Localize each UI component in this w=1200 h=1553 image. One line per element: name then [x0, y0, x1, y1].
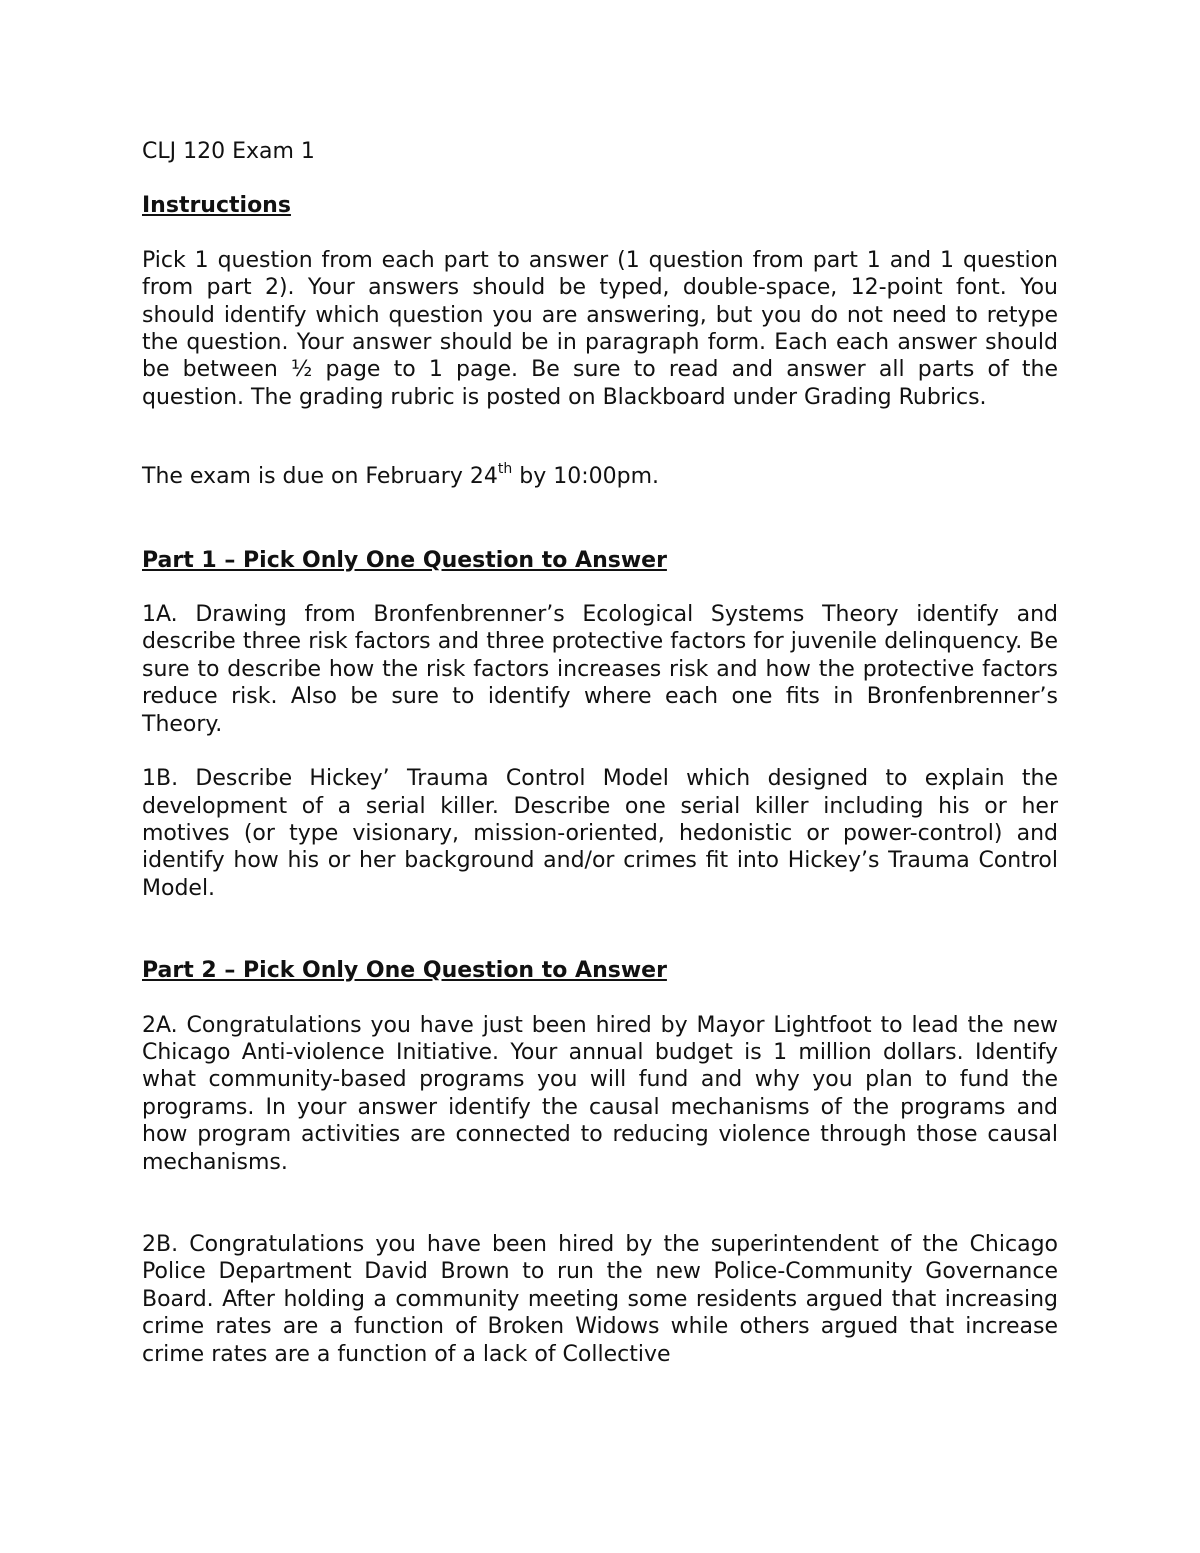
due-date-prefix: The exam is due on February 24 — [142, 464, 498, 490]
part2-heading: Part 2 – Pick Only One Question to Answer — [142, 958, 667, 984]
question-1a: 1A. Drawing from Bronfenbrenner’s Ecological Systems Theory identify and describe three risk factors and three protective factors for juvenile delinquency. Be sure to describe how the risk factors increases risk and how the protective factors reduce risk. Also be sure to identify where each one fits in Bronfenbrenner’s Theory. — [142, 602, 1058, 737]
due-date-superscript: th — [497, 460, 513, 477]
question-1b: 1B. Describe Hickey’ Trauma Control Model which designed to explain the development of a serial killer. Describe one serial killer including his or her motives (or type visionary, mission-oriented, hedonistic or power-control) and identify how his or her background and/or crimes fit into Hickey’s Trauma Control Model. — [142, 766, 1058, 901]
part1-heading: Part 1 – Pick Only One Question to Answer — [142, 547, 667, 573]
due-date-line — [142, 460, 1058, 490]
instructions-paragraph: Pick 1 question from each part to answer (1 question from part 1 and 1 question from part 2). Your answers should be typed, double-space, 12-point font. You should identify which question you are answering, but you do not need to retype the question. Your answer should be in paragraph form. Each each answer should be between ½ page to 1 page. Be sure to read and answer all parts of the question. The grading rubric is posted on Blackboard under Grading Rubrics. — [142, 247, 1058, 410]
due-date-suffix: by 10:00pm. — [512, 464, 659, 490]
question-2a: 2A. Congratulations you have just been hired by Mayor Lightfoot to lead the new Chicago Anti-violence Initiative. Your annual budget is 1 million dollars. Identify what community-based programs you will fund and why you plan to fund the programs. In your answer identify the causal mechanisms of the programs and how program activities are connected to reducing violence through those causal mechanisms. — [142, 1012, 1058, 1175]
instructions-heading: Instructions — [142, 193, 291, 219]
question-2b: 2B. Congratulations you have been hired by the superintendent of the Chicago Police Department David Brown to run the new Police-Community Governance Board. After holding a community meeting some residents argued that increasing crime rates are a function of Broken Widows while others argued that increase crime rates are a function of a lack of Collective — [142, 1231, 1058, 1367]
document-page — [142, 138, 1058, 1368]
document-title: CLJ 120 Exam 1 — [142, 139, 315, 164]
